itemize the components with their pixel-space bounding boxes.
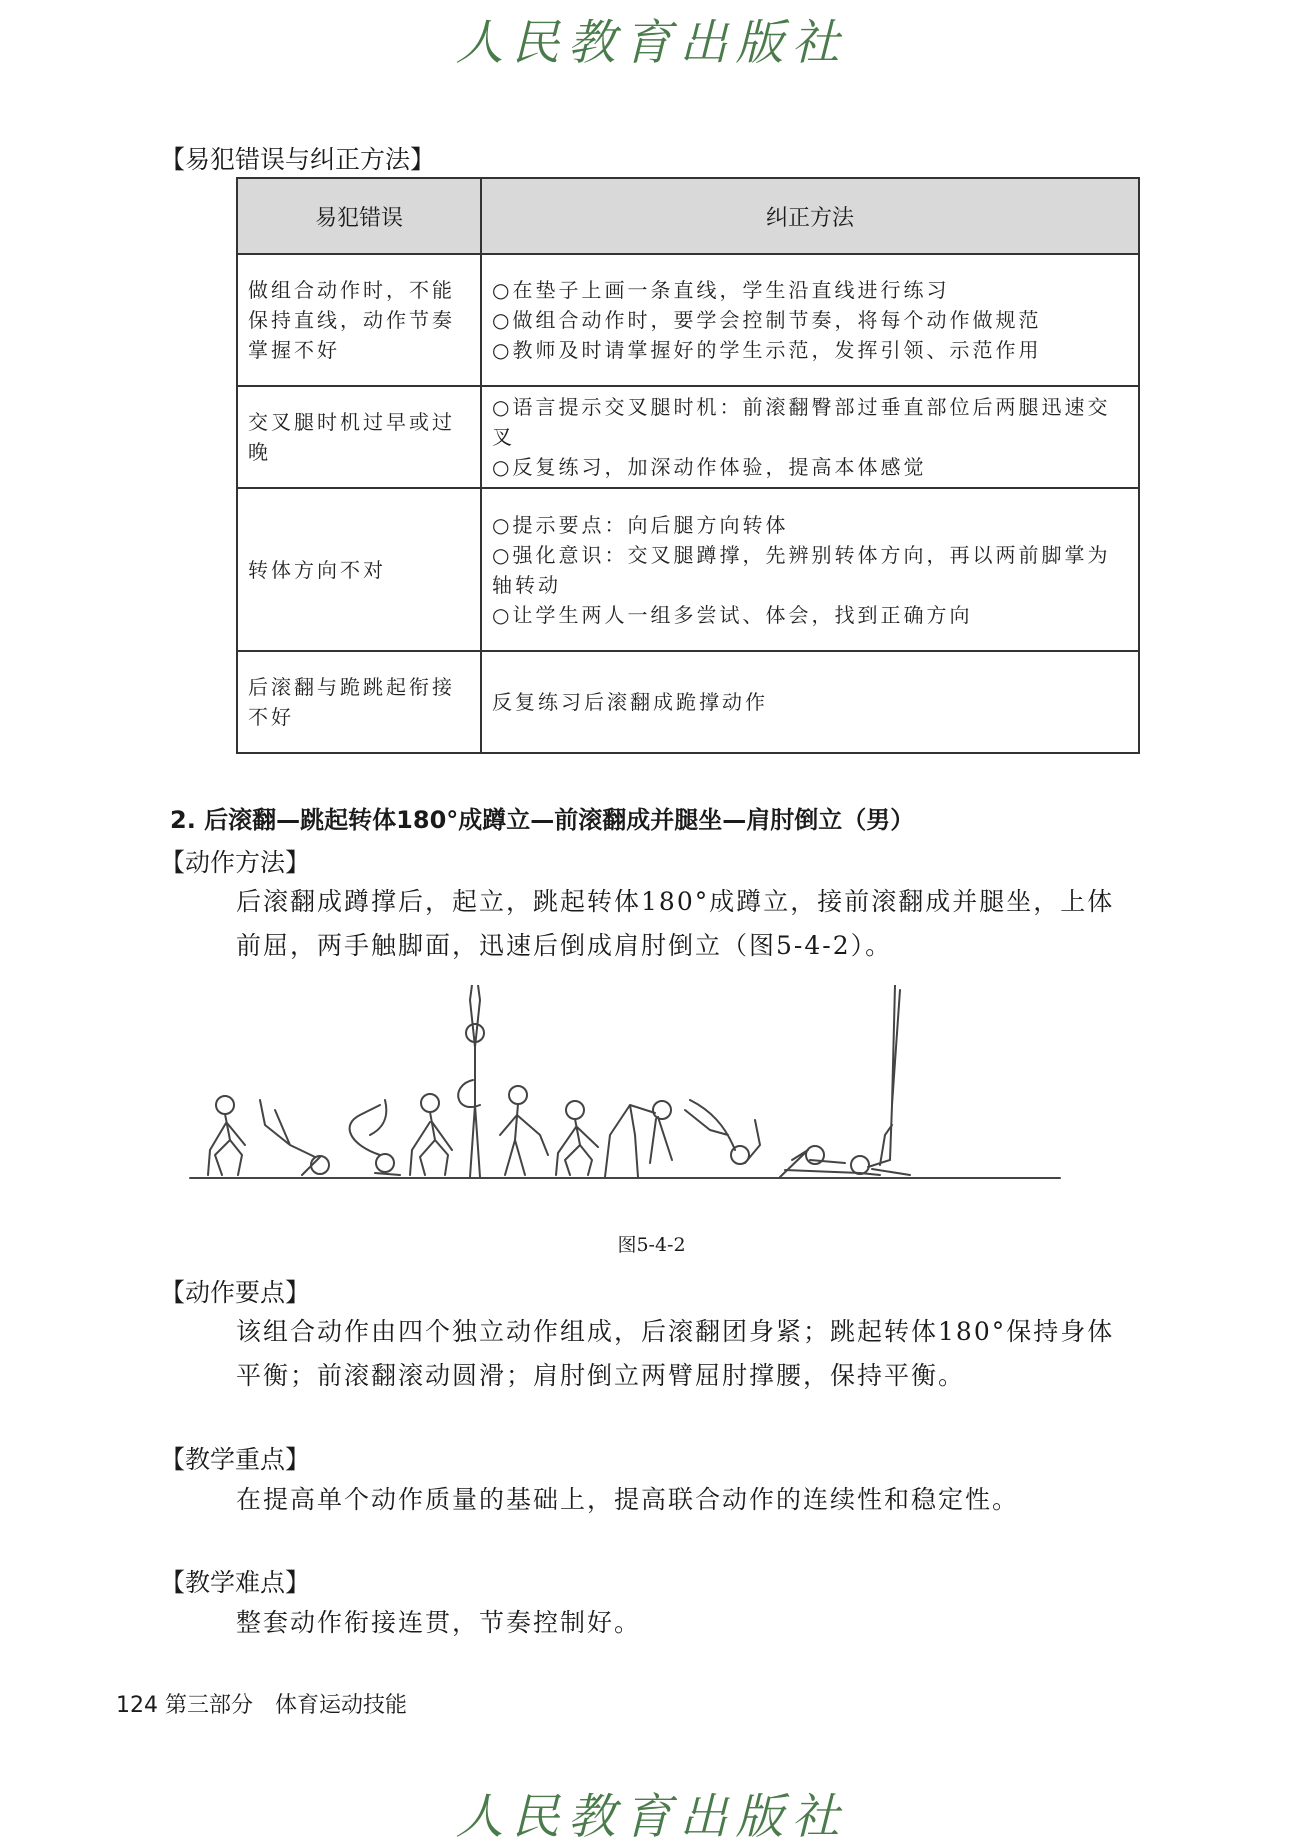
figure-landing	[500, 1086, 548, 1175]
publisher-logo-bottom: 人民教育出版社	[455, 1789, 848, 1845]
fix-line: ○教师及时请掌握好的学生示范，发挥引领、示范作用	[492, 338, 1042, 362]
difficulty-heading: 【教学难点】	[160, 1568, 311, 1597]
errors-heading: 【易犯错误与纠正方法】	[160, 145, 436, 174]
difficulty-text: 整套动作衔接连贯，节奏控制好。	[236, 1608, 642, 1637]
figure-squat-up	[410, 1094, 452, 1175]
fix-cell	[481, 488, 1139, 651]
page-number: 124	[116, 1693, 158, 1718]
fix-line: ○强化意识：交叉腿蹲撑，先辨别转体方向，再以两前脚掌为轴转动	[492, 542, 1111, 597]
method-text: 后滚翻成蹲撑后，起立，跳起转体180°成蹲立，接前滚翻成并腿坐，上体前屈，两手触脚面，迅速后倒成肩肘倒立（图5-4-2）。	[236, 887, 1115, 960]
figure-jump-turn	[458, 985, 484, 1177]
fix-line: ○让学生两人一组多尝试、体会，找到正确方向	[492, 602, 973, 627]
table-row	[237, 488, 1139, 651]
error-cell: 转体方向不对	[237, 488, 481, 651]
focus-text: 在提高单个动作质量的基础上，提高联合动作的连续性和稳定性。	[236, 1485, 1020, 1514]
column-header-error: 易犯错误	[237, 178, 481, 254]
figure-squat-start	[208, 1096, 245, 1175]
figure-back-roll-1	[260, 1100, 329, 1175]
fix-cell	[481, 254, 1139, 386]
gymnastics-sequence-figure	[180, 985, 1080, 1185]
part-title: 第三部分 体育运动技能	[165, 1693, 408, 1718]
fix-line: ○做组合动作时，要学会控制节奏，将每个动作做规范	[492, 308, 1042, 332]
error-cell: 做组合动作时，不能保持直线，动作节奏掌握不好	[237, 254, 481, 386]
fix-cell	[481, 651, 1139, 753]
figure-forward-roll-start	[605, 1101, 672, 1177]
table-header-row	[237, 178, 1139, 254]
figure-back-roll-2	[350, 1100, 400, 1175]
error-cell: 后滚翻与跪跳起衔接不好	[237, 651, 481, 753]
keypoints-text: 该组合动作由四个独立动作组成，后滚翻团身紧；跳起转体180°保持身体平衡；前滚翻滚动圆滑；肩肘倒立两臂屈肘撑腰，保持平衡。	[236, 1317, 1115, 1390]
fix-cell	[481, 386, 1139, 488]
combo-title: 2. 后滚翻—跳起转体180°成蹲立—前滚翻成并腿坐—肩肘倒立（男）	[170, 806, 915, 834]
publisher-logo-top: 人民教育出版社	[455, 15, 848, 71]
error-cell: 交叉腿时机过早或过晚	[237, 386, 481, 488]
table-row	[237, 651, 1139, 753]
table-row	[237, 254, 1139, 386]
fix-line: ○在垫子上画一条直线，学生沿直线进行练习	[492, 278, 950, 302]
fix-line: 反复练习后滚翻成跪撑动作	[492, 690, 768, 714]
fix-line: ○提示要点：向后腿方向转体	[492, 512, 789, 537]
figure-forward-roll	[685, 1100, 760, 1164]
method-heading: 【动作方法】	[160, 848, 311, 877]
fix-line: ○反复练习，加深动作体验，提高本体感觉	[492, 455, 927, 479]
figure-shoulder-stand	[851, 985, 910, 1175]
focus-heading: 【教学重点】	[160, 1445, 311, 1474]
errors-table	[236, 177, 1140, 754]
figure-squat-mid	[556, 1101, 598, 1175]
column-header-fix: 纠正方法	[481, 178, 1139, 254]
table-row	[237, 386, 1139, 488]
figure-caption: 图5-4-2	[617, 1234, 686, 1256]
keypoints-heading: 【动作要点】	[160, 1278, 311, 1307]
page-footer	[116, 1688, 407, 1719]
fix-line: ○语言提示交叉腿时机：前滚翻臀部过垂直部位后两腿迅速交叉	[492, 395, 1111, 449]
